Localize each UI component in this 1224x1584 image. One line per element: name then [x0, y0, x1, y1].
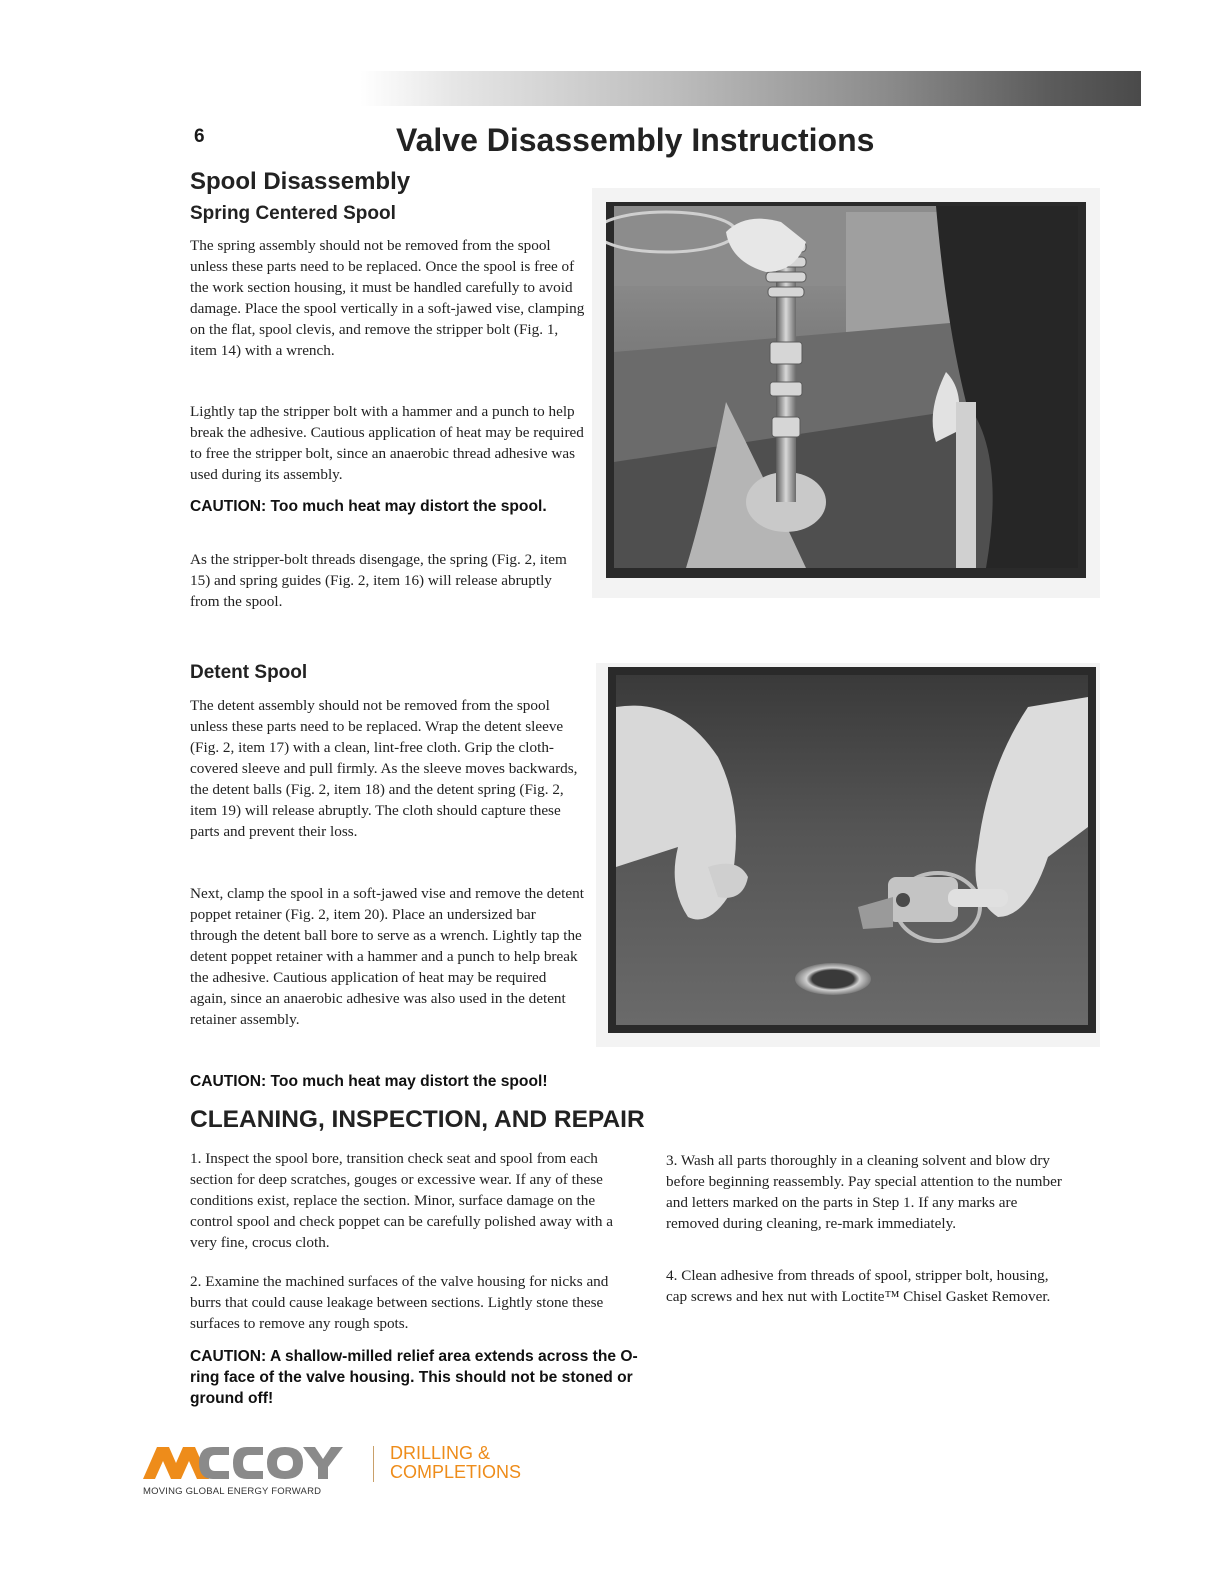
subheading-detent-spool: Detent Spool — [190, 662, 308, 683]
caution-heat-spool-detent: CAUTION: Too much heat may distort the spool! — [190, 1073, 548, 1090]
header-gradient-bar — [360, 71, 1141, 106]
page-title: Valve Disassembly Instructions — [396, 122, 875, 158]
spring-centered-paragraph-3: As the stripper-bolt threads disengage, the spring (Fig. 2, item 15) and spring guides (Fig. 2, item 16) will release abruptly from the spool. — [190, 551, 567, 610]
detent-paragraph-2: Next, clamp the spool in a soft-jawed vise and remove the detent poppet retainer (Fig. 2, item 20). Place an undersized bar through the detent ball bore to serve as a wrench. Lightly tap the detent poppet retainer with a hammer and a punch to help break the adhesive. Cautious application of heat may be required again, since an anaerobic adhesive was also used in the detent retainer assembly. — [190, 885, 584, 1028]
spring-centered-paragraph-2: Lightly tap the stripper bolt with a hammer and a punch to help break the adhesive. Cautious application of heat may be required to free the stripper bolt, since an anaerobic thread adhesive was used during its assembly. — [190, 403, 584, 483]
caution-heat-spool: CAUTION: Too much heat may distort the spool. — [190, 498, 547, 515]
caution-relief-area: CAUTION: A shallow-milled relief area extends across the O-ring face of the valve housing. This should not be stoned or ground off! — [190, 1348, 638, 1407]
division-line-1: DRILLING & — [390, 1443, 491, 1463]
section-heading-spool-disassembly: Spool Disassembly — [190, 168, 411, 195]
logo-divider — [373, 1446, 374, 1482]
cleaning-step-1: 1. Inspect the spool bore, transition check seat and spool from each section for deep scratches, gouges or excessive wear. If any of these conditions exist, replace the section. Minor, surface damage on the control spool and check poppet can be carefully polished away with a very fine, crocus cloth. — [190, 1150, 613, 1251]
subheading-spring-centered-spool: Spring Centered Spool — [190, 203, 396, 224]
photo-stripper-bolt-removal — [606, 202, 1086, 578]
mccoy-logo — [143, 1443, 355, 1488]
section-heading-cleaning: CLEANING, INSPECTION, AND REPAIR — [190, 1106, 645, 1133]
detent-paragraph-1: The detent assembly should not be removed from the spool unless these parts need to be replaced. Wrap the detent sleeve (Fig. 2, item 17) with a clean, lint-free cloth. Grip the cloth-covered sleeve and pull firmly. As the sleeve moves backwards, the detent balls (Fig. 2, item 18) and the detent spring (Fig. 2, item 19) will release abruptly. The cloth should capture these parts and prevent their loss. — [190, 697, 578, 840]
footer-tagline: MOVING GLOBAL ENERGY FORWARD — [143, 1486, 322, 1497]
division-line-2: COMPLETIONS — [390, 1462, 522, 1482]
page-number: 6 — [194, 126, 205, 147]
photo-detent-spool-disassembly — [608, 667, 1096, 1033]
cleaning-step-3: 3. Wash all parts thoroughly in a cleaning solvent and blow dry before beginning reassembly. Pay special attention to the number and letters marked on the parts in Step 1. If any marks are removed during cleaning, re-mark immediately. — [666, 1152, 1062, 1232]
division-name — [390, 1444, 521, 1482]
cleaning-step-4: 4. Clean adhesive from threads of spool, stripper bolt, housing, cap screws and hex nut with Loctite™ Chisel Gasket Remover. — [666, 1267, 1051, 1305]
spring-centered-paragraph-1: The spring assembly should not be removed from the spool unless these parts need to be replaced. Once the spool is free of the work section housing, it must be handled carefully to avoid damage. Place the spool vertically in a soft-jawed vise, clamping on the flat, spool clevis, and remove the stripper bolt (Fig. 1, item 14) with a wrench. — [190, 237, 585, 359]
cleaning-step-2: 2. Examine the machined surfaces of the valve housing for nicks and burrs that could cause leakage between sections. Lightly stone these surfaces to remove any rough spots. — [190, 1273, 609, 1332]
